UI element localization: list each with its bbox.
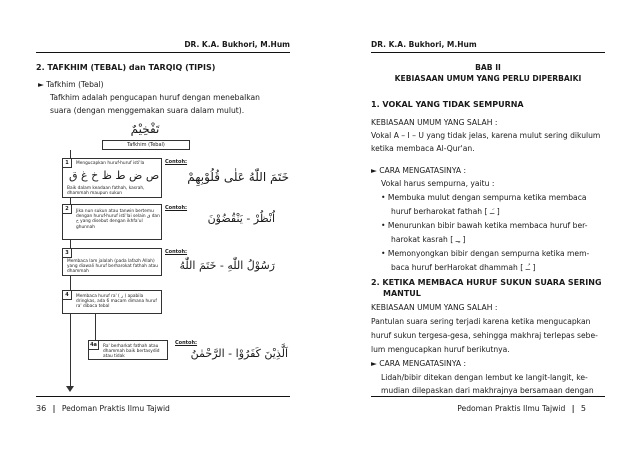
box-letters: ص ض ط ظ خ غ ق [69, 169, 160, 182]
s1-bullet-3a: • Memonyongkan bibir dengan sempurna ketika mem- [381, 249, 590, 258]
s2-fix-label: ► CARA MENGATASINYA : [371, 359, 467, 368]
s1-wrong-line-1: Vokal A – I – U yang tidak jelas, karena mulut sering dikulum [371, 131, 601, 140]
diagram-arabic-title: تَفْخِيْمٌ [130, 122, 160, 136]
s1-bullet-1a: • Membuka mulut dengan sempurna ketika membaca [381, 193, 587, 202]
example-arabic-2: اُنْظُرْ - يَنْقُضُوْنَ [207, 212, 275, 225]
right-page-number: 5 [580, 404, 586, 413]
left-footer-title: Pedoman Praktis Ilmu Tajwid [61, 404, 170, 413]
tafkhim-para-2: suara (dengan menggemakan suara dalam mulut). [50, 106, 245, 115]
diagram-box-2 [62, 204, 162, 240]
box-text: Membaca huruf ra' ( ر ) apabila dringkas, ada 6 macam dimana huruf ra' dibaca tebal [76, 294, 157, 310]
right-footer-title: Pedoman Praktis Ilmu Tajwid [457, 404, 566, 413]
right-footer-rule [371, 396, 605, 397]
section-2-title-a: 2. KETIKA MEMBACA HURUF SUKUN SUARA SERING [371, 278, 602, 287]
example-arabic-4a: اَلَّذِيْنَ كَفَرُوْا - الرَّحْمٰنُ [190, 347, 288, 360]
box-text: Jika nun sukun atau tanwin bertemu dengan huruf-huruf isti'lai selain ق dan خ yang disebut dengan ikhfa'ul ghunnah [76, 209, 160, 230]
box-number: 2 [63, 205, 72, 214]
left-footer [36, 404, 170, 413]
s1-fix-label: ► CARA MENGATASINYA : [371, 166, 467, 175]
s2-wrong-label: KEBIASAAN UMUM YANG SALAH : [371, 303, 498, 312]
chapter-title: KEBIASAAN UMUM YANG PERLU DIPERBAIKI [394, 74, 582, 83]
right-footer [457, 404, 586, 413]
s2-wrong-line-1: Pantulan suara sering terjadi karena ketika mengucapkan [371, 317, 591, 326]
box-text: Membaca lam jalalah (pada lafazh Allah) yang diawali huruf berharokat fathah atau dhammah [67, 259, 159, 275]
box-number: 4 [63, 291, 72, 300]
left-header: DR. K.A. Bukhori, M.Hum [184, 40, 290, 49]
contoh-label-3: Contoh: [165, 249, 188, 255]
tafkhim-bullet: ► Tafkhim (Tebal) [38, 80, 104, 89]
right-header: DR. K.A. Bukhori, M.Hum [371, 40, 477, 49]
example-arabic-1: خَتَمَ اللّٰهُ عَلٰى قُلُوْبِهِمْ [187, 170, 289, 184]
contoh-label-4a: Contoh: [175, 340, 198, 346]
box-number: 4a [89, 341, 99, 350]
right-page [319, 0, 638, 451]
s1-fix-intro: Vokal harus sempurna, yaitu : [381, 179, 495, 188]
diagram-arrow-icon [66, 386, 74, 392]
s1-wrong-label: KEBIASAAN UMUM YANG SALAH : [371, 118, 498, 127]
contoh-label-2: Contoh: [165, 205, 188, 211]
box-text: Ra' berharkat fathah atau dhammah baik bertasydid atau tidak [103, 344, 160, 360]
section-2-title-b: MANTUL [383, 289, 421, 298]
left-footer-rule [36, 396, 290, 397]
diagram-title-box: Tafkhim (Tebal) [102, 140, 190, 150]
box-subtext: Baik dalam keadaan fathah, kasrah, dhammah maupun sukun [67, 186, 145, 197]
s1-bullet-1b: huruf berharokat fathah [ ـَـ ] [391, 207, 500, 216]
contoh-label-1: Contoh: [165, 159, 188, 165]
connector-line [95, 314, 96, 340]
s1-wrong-line-2: ketika membaca Al-Qur'an. [371, 144, 475, 153]
diagram-box-4a [88, 340, 168, 360]
left-header-rule [36, 52, 290, 53]
s2-wrong-line-3: lum mengucapkan huruf berikutnya. [371, 345, 510, 354]
section-1-title: 1. VOKAL YANG TIDAK SEMPURNA [371, 100, 524, 109]
s2-fix-line-2: mudian dilepaskan dari makhrajnya bersamaan dengan [381, 386, 594, 395]
right-header-rule [371, 52, 605, 53]
section-title: 2. TAFKHIM (TEBAL) dan TARQIQ (TIPIS) [36, 63, 216, 72]
diagram-box-1 [62, 158, 162, 198]
tafkhim-para-1: Tafkhim adalah pengucapan huruf dengan menebalkan [50, 93, 260, 102]
s1-bullet-3b: baca huruf berHarokat dhammah [ ـُـ ] [391, 263, 536, 272]
box-number: 3 [63, 249, 72, 258]
box-text: Mengucapkan huruf-huruf isti'la [76, 161, 145, 166]
s1-bullet-2a: • Menurunkan bibir bawah ketika membaca huruf ber- [381, 221, 588, 230]
footer-separator: | [571, 404, 575, 413]
diagram-box-3 [62, 248, 162, 276]
footer-separator: | [52, 404, 56, 413]
example-arabic-3: رَسُوْلُ اللّٰهِ - خَتَمَ اللّٰهُ [179, 259, 275, 272]
chapter-number: BAB II [475, 63, 501, 72]
s2-wrong-line-2: huruf sukun tergesa-gesa, sehingga makhraj terlepas sebe- [371, 331, 598, 340]
s1-bullet-2b: harokat kasrah [ ـِـ ] [391, 235, 466, 244]
box-number: 1 [63, 159, 72, 168]
diagram-box-4 [62, 290, 162, 314]
s2-fix-line-1: Lidah/bibir ditekan dengan lembut ke langit-langit, ke- [381, 373, 588, 382]
left-page-number: 36 [36, 404, 47, 413]
